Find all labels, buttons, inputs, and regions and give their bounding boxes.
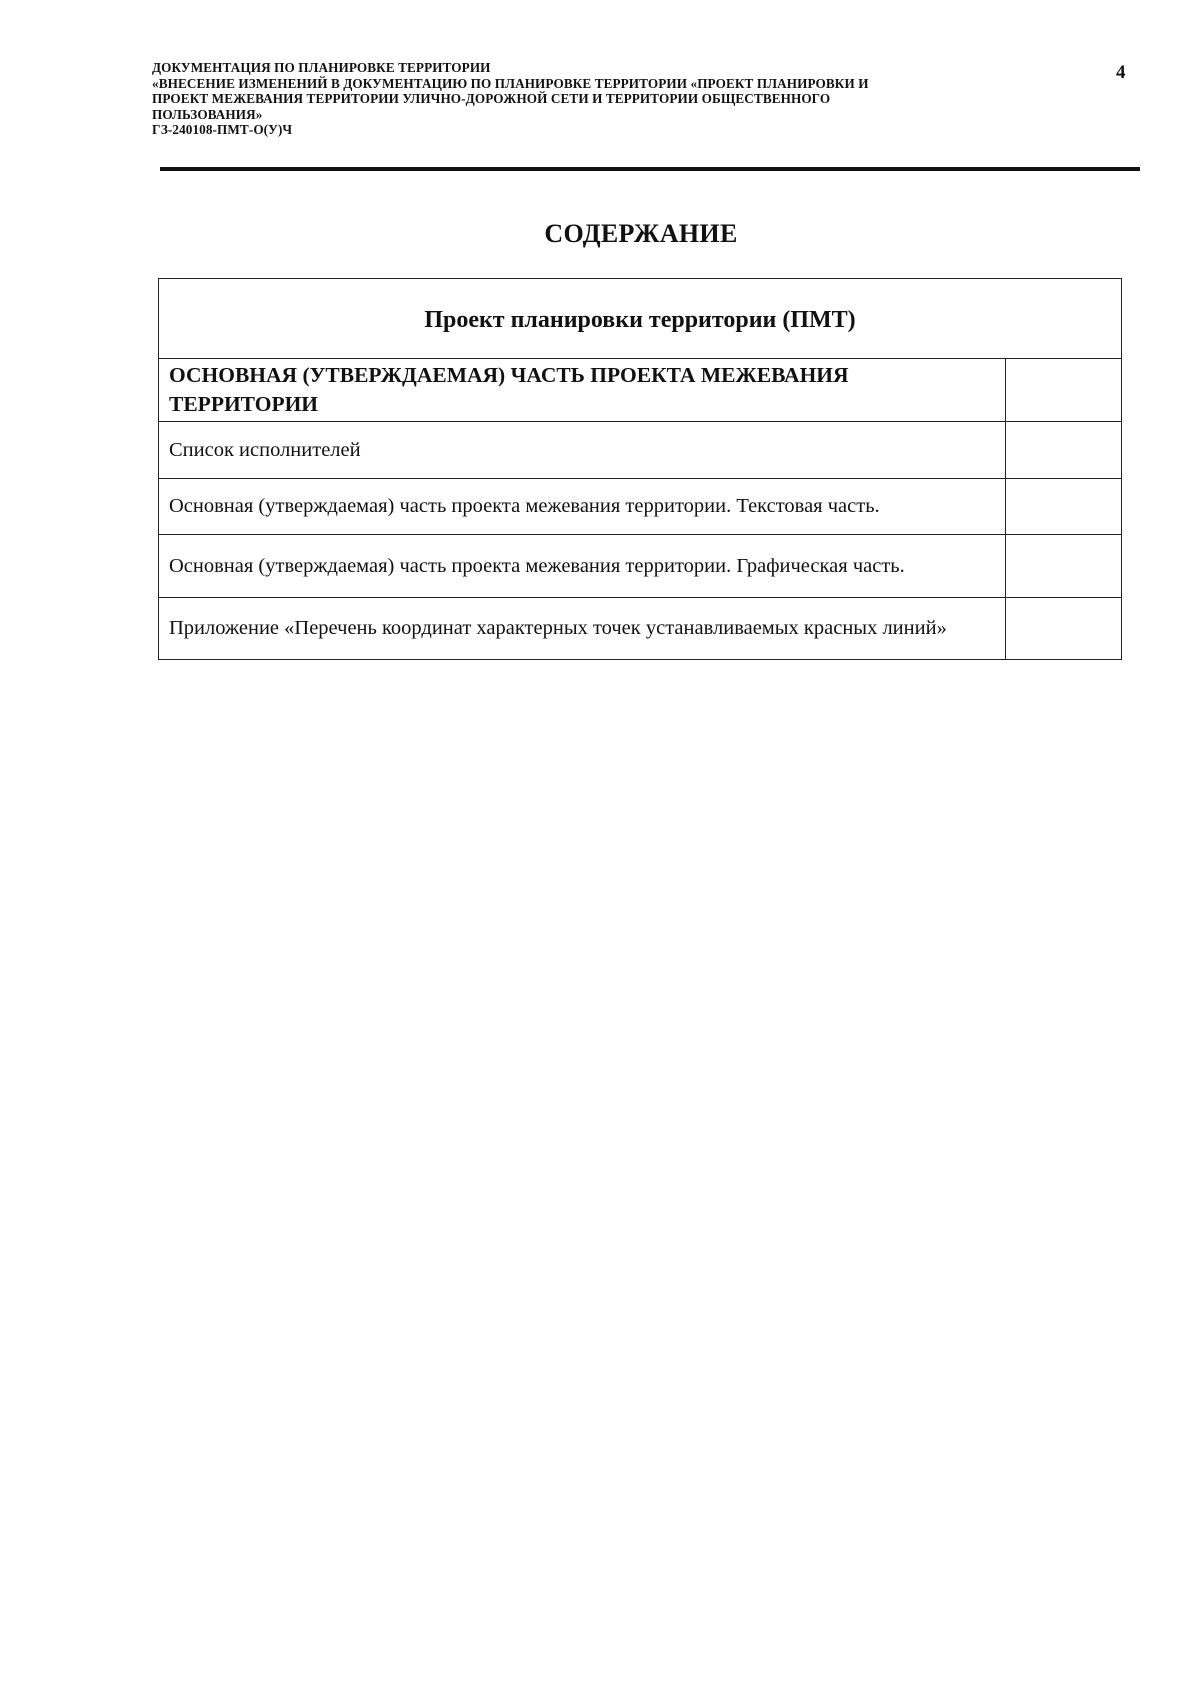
document-code: ГЗ-240108-ПМТ-О(У)Ч — [152, 122, 293, 137]
toc-item-page — [1006, 598, 1122, 660]
page-title: СОДЕРЖАНИЕ — [544, 219, 738, 248]
header-line-2: «ВНЕСЕНИЕ ИЗМЕНЕНИЙ В ДОКУМЕНТАЦИЮ ПО ПЛАНИРОВКЕ ТЕРРИТОРИИ «ПРОЕКТ ПЛАНИРОВКИ И — [152, 75, 869, 91]
toc-item-label: Приложение «Перечень координат характерных точек устанавливаемых красных линий» — [159, 598, 1006, 660]
toc-item-page — [1006, 479, 1122, 535]
toc-part-row — [159, 359, 1122, 422]
toc-part-title: ОСНОВНАЯ (УТВЕРЖДАЕМАЯ) ЧАСТЬ ПРОЕКТА МЕЖЕВАНИЯ ТЕРРИТОРИИ — [159, 359, 1006, 422]
table-of-contents — [158, 278, 1122, 660]
header-line-4: ПОЛЬЗОВАНИЯ» — [152, 106, 263, 122]
toc-item-page — [1006, 422, 1122, 479]
toc-row — [159, 535, 1122, 598]
toc-page-cell — [1006, 359, 1122, 422]
toc-section-row — [159, 279, 1122, 359]
toc-row — [159, 598, 1122, 660]
page-number: 4 — [1116, 62, 1126, 83]
toc-section-caption: Проект планировки территории (ПМТ) — [159, 279, 1122, 359]
toc-item-page — [1006, 535, 1122, 598]
toc-item-label: Основная (утверждаемая) часть проекта межевания территории. Графическая часть. — [159, 535, 1006, 598]
toc-item-label: Список исполнителей — [159, 422, 1006, 479]
header-line-3: ПРОЕКТ МЕЖЕВАНИЯ ТЕРРИТОРИИ УЛИЧНО-ДОРОЖНОЙ СЕТИ И ТЕРРИТОРИИ ОБЩЕСТВЕННОГО — [152, 91, 831, 106]
toc-row — [159, 422, 1122, 479]
header-line-1: ДОКУМЕНТАЦИЯ ПО ПЛАНИРОВКЕ ТЕРРИТОРИИ — [152, 60, 491, 75]
toc-row — [159, 479, 1122, 535]
toc-item-label: Основная (утверждаемая) часть проекта межевания территории. Текстовая часть. — [159, 479, 1006, 535]
header-divider — [160, 167, 1140, 171]
document-header — [152, 60, 1052, 138]
